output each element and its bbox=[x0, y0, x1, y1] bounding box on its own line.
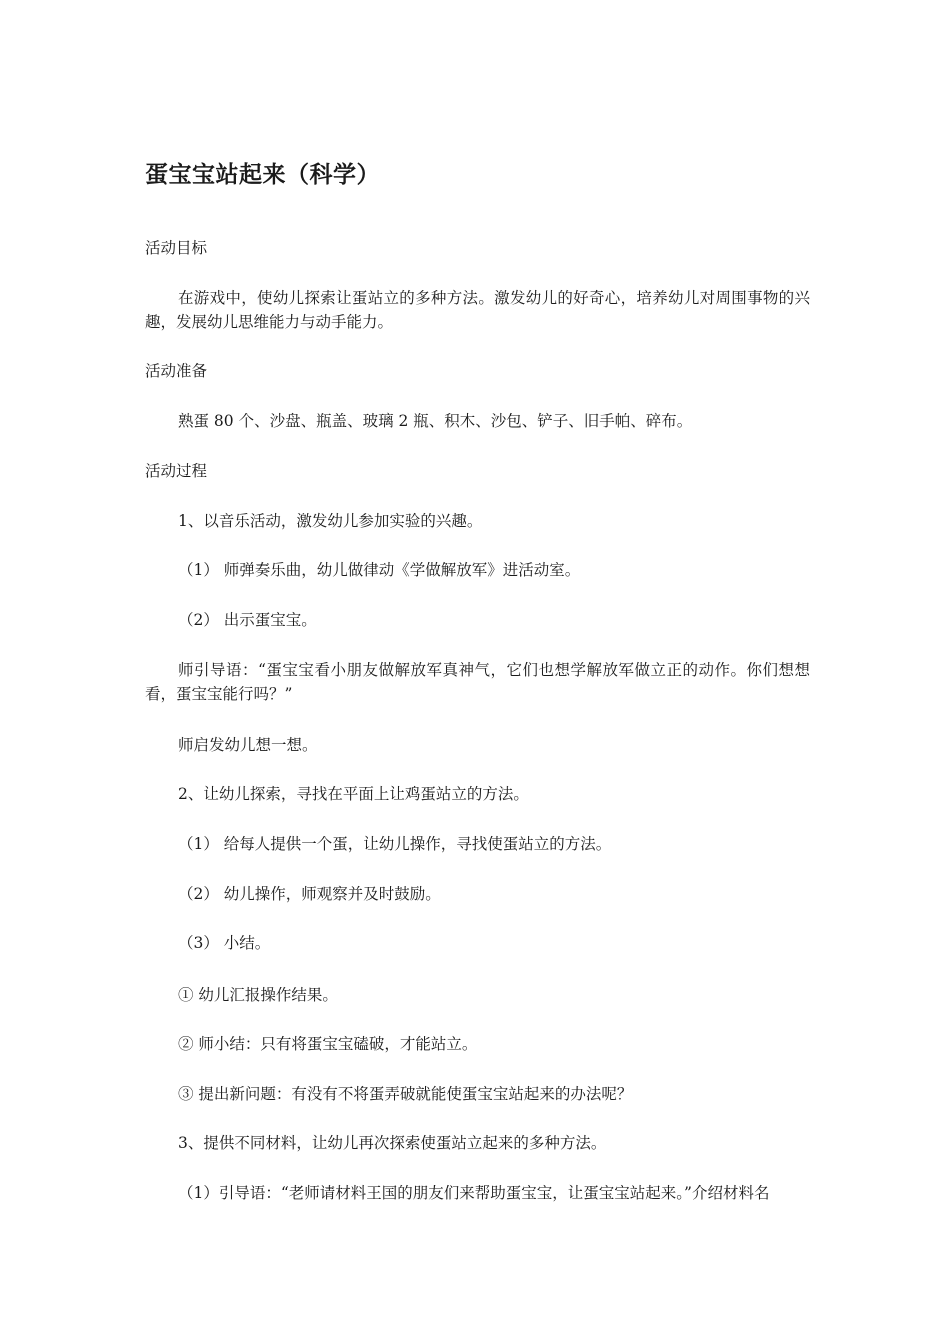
step-2-2: （2） 幼儿操作，师观察并及时鼓励。 bbox=[178, 885, 441, 903]
section-heading-prep: 活动准备 bbox=[145, 362, 208, 380]
step-2-1: （1） 给每人提供一个蛋，让幼儿操作，寻找使蛋站立的方法。 bbox=[178, 835, 612, 853]
page-title: 蛋宝宝站起来（科学） bbox=[145, 161, 380, 188]
goal-paragraph: 在游戏中，使幼儿探索让蛋站立的多种方法。激发幼儿的好奇心，培养幼儿对周围事物的兴趣，发展幼儿思维能力与动手能力。 bbox=[145, 289, 810, 331]
prep-paragraph: 熟蛋 80 个、沙盘、瓶盖、玻璃 2 瓶、积木、沙包、铲子、旧手帕、碎布。 bbox=[178, 412, 693, 430]
step-1-2: （2） 出示蛋宝宝。 bbox=[178, 611, 317, 629]
inspire-line: 师启发幼儿想一想。 bbox=[178, 736, 318, 754]
guide-quote-paragraph: 师引导语：“蛋宝宝看小朋友做解放军真神气，它们也想学解放军做立正的动作。你们想想看，蛋宝宝能行吗？” bbox=[145, 661, 810, 703]
summary-item-3: ③ 提出新问题：有没有不将蛋弄破就能使蛋宝宝站起来的办法呢？ bbox=[178, 1085, 633, 1103]
step-2: 2、让幼儿探索，寻找在平面上让鸡蛋站立的方法。 bbox=[178, 785, 529, 803]
section-heading-process: 活动过程 bbox=[145, 462, 208, 480]
summary-item-1: ① 幼儿汇报操作结果。 bbox=[178, 986, 338, 1004]
step-2-3: （3） 小结。 bbox=[178, 934, 271, 952]
step-1: 1、以音乐活动，激发幼儿参加实验的兴趣。 bbox=[178, 512, 483, 530]
step-3-1: （1）引导语：“老师请材料王国的朋友们来帮助蛋宝宝，让蛋宝宝站起来。”介绍材料名 bbox=[178, 1184, 770, 1202]
summary-item-2: ② 师小结：只有将蛋宝宝磕破，才能站立。 bbox=[178, 1035, 478, 1053]
section-heading-goal: 活动目标 bbox=[145, 239, 208, 257]
step-1-1: （1） 师弹奏乐曲，幼儿做律动《学做解放军》进活动室。 bbox=[178, 561, 581, 579]
step-3: 3、提供不同材料，让幼儿再次探索使蛋站立起来的多种方法。 bbox=[178, 1134, 607, 1152]
